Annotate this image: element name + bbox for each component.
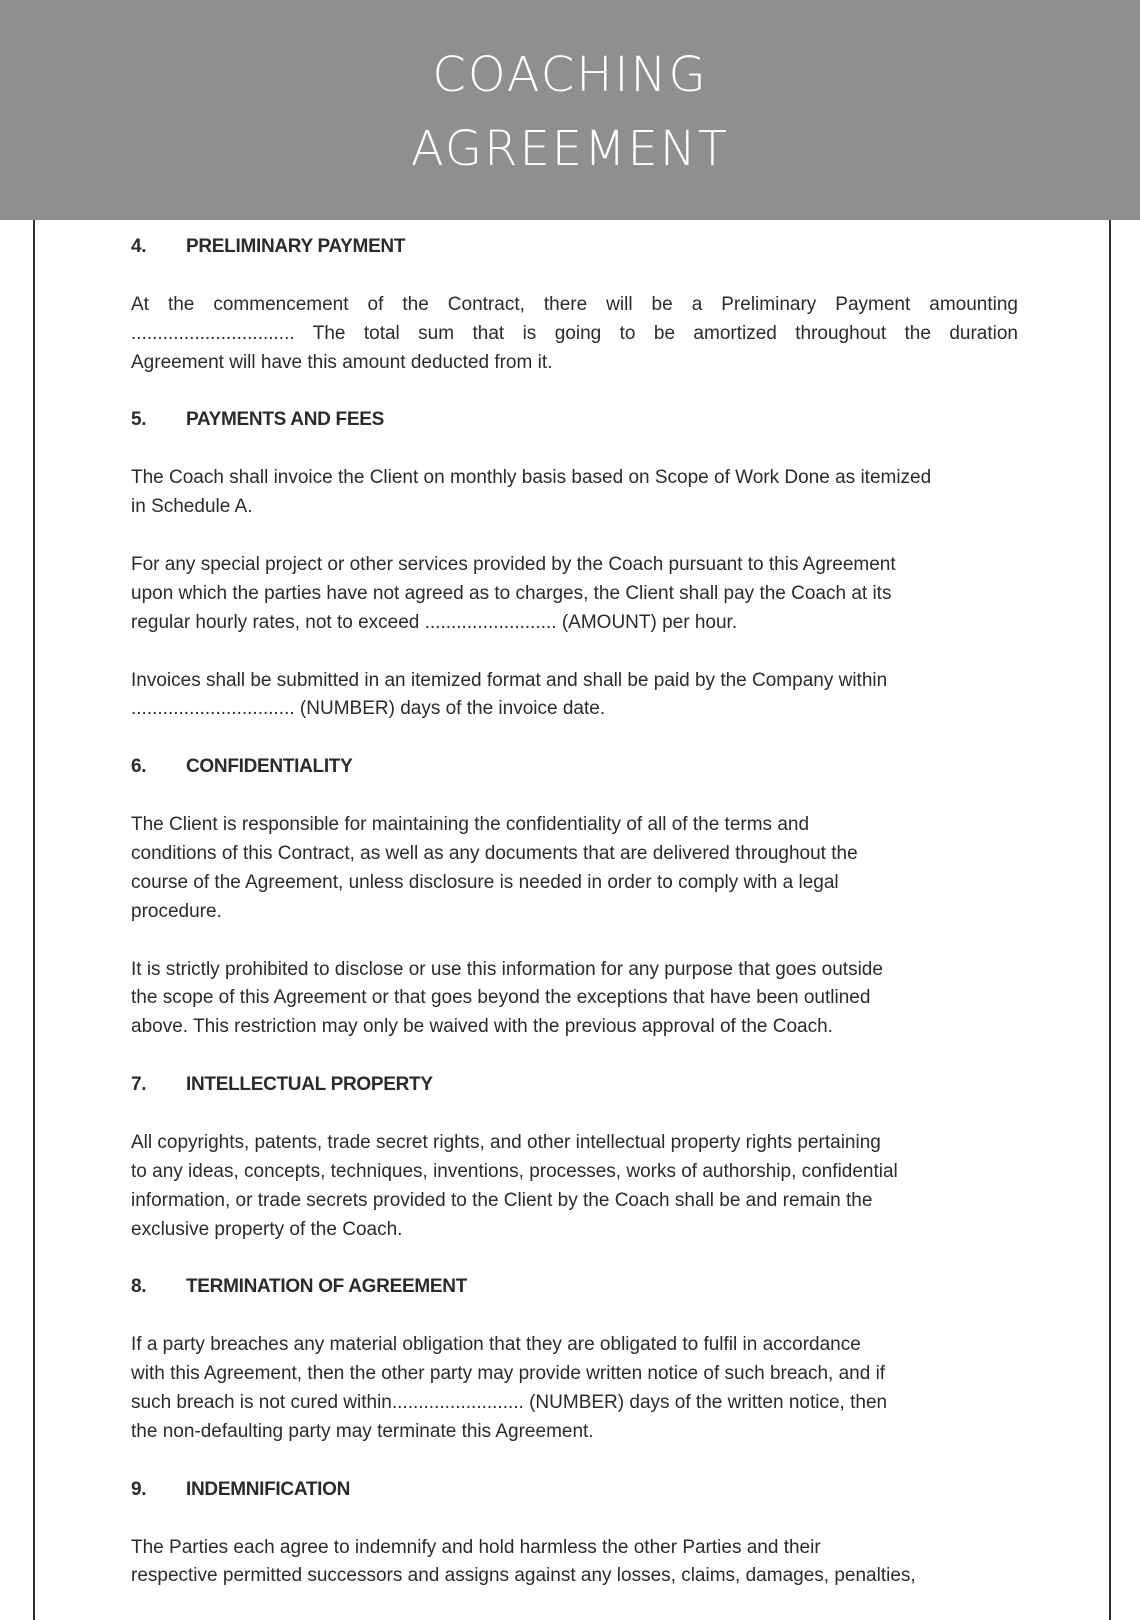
- text-line: The Coach shall invoice the Client on monthly basis based on Scope of Work Done as itemized: [131, 467, 932, 489]
- text-line: with this Agreement, then the other party may provide written notice of such breach, and if: [131, 1363, 886, 1385]
- title-line-2: AGREEMENT: [410, 121, 730, 177]
- section-heading: [131, 753, 1018, 782]
- paragraph: [131, 667, 1018, 725]
- text-line: regular hourly rates, not to exceed ......................... (AMOUNT) per hour.: [131, 611, 738, 633]
- text-line: course of the Agreement, unless disclosure is needed in order to comply with a legal: [131, 871, 839, 893]
- text-line: Agreement will have this amount deducted from it.: [131, 351, 553, 373]
- section-number: 4.: [131, 236, 147, 257]
- section-number: 7.: [131, 1074, 147, 1096]
- text-line: the scope of this Agreement or that goes beyond the exceptions that have been outlined: [131, 987, 871, 1009]
- text-line: such breach is not cured within......................... (NUMBER) days of the written notice, then: [131, 1392, 888, 1414]
- text-line: It is strictly prohibited to disclose or use this information for any purpose that goes outside: [131, 958, 883, 980]
- title-banner: [0, 0, 1140, 220]
- text-line: Invoices shall be submitted in an itemized format and shall be paid by the Company within: [131, 669, 888, 691]
- text-line: respective permitted successors and assigns against any losses, claims, damages, penalties,: [131, 1565, 916, 1587]
- section-title: PRELIMINARY PAYMENT: [186, 236, 406, 257]
- text-line: conditions of this Contract, as well as any documents that are delivered throughout the: [131, 842, 858, 864]
- text-line: All copyrights, patents, trade secret rights, and other intellectual property rights pertaining: [131, 1131, 881, 1153]
- text-line: The Parties each agree to indemnify and hold harmless the other Parties and their: [131, 1536, 821, 1558]
- text-line: For any special project or other services provided by the Coach pursuant to this Agreement: [131, 553, 896, 575]
- text-line: ............................... The total sum that is going to be amortized throughout the duration: [131, 322, 1018, 344]
- text-line: above. This restriction may only be waived with the previous approval of the Coach.: [131, 1016, 833, 1038]
- section-heading: [131, 406, 1018, 435]
- section-number: 8.: [131, 1276, 147, 1298]
- section-heading: [131, 233, 1018, 262]
- paragraph: [131, 956, 1018, 1043]
- section-number: 9.: [131, 1478, 147, 1500]
- section-title: PAYMENTS AND FEES: [186, 409, 384, 431]
- paragraph: [131, 1129, 1018, 1245]
- text-line: At the commencement of the Contract, there will be a Preliminary Payment amounting: [131, 293, 1018, 315]
- section-heading: [131, 1476, 1018, 1505]
- paragraph: [131, 551, 1018, 638]
- section-heading: [131, 1071, 1018, 1100]
- section-heading: [131, 1273, 1018, 1302]
- section-title: INDEMNIFICATION: [186, 1478, 351, 1500]
- document-body: [131, 233, 1018, 1620]
- paragraph: [131, 1331, 1018, 1447]
- section-number: 5.: [131, 409, 147, 431]
- text-line: If a party breaches any material obligation that they are obligated to fulfil in accordance: [131, 1334, 861, 1356]
- section-title: CONFIDENTIALITY: [186, 756, 353, 778]
- text-line: upon which the parties have not agreed as to charges, the Client shall pay the Coach at its: [131, 582, 892, 604]
- title-line-1: COACHING: [432, 47, 708, 103]
- text-line: in Schedule A.: [131, 496, 253, 518]
- paragraph: [131, 464, 1018, 522]
- paragraph: [131, 291, 1018, 378]
- text-line: exclusive property of the Coach.: [131, 1218, 403, 1240]
- text-line: ............................... (NUMBER) days of the invoice date.: [131, 698, 606, 720]
- section-title: TERMINATION OF AGREEMENT: [186, 1276, 467, 1298]
- section-title: INTELLECTUAL PROPERTY: [186, 1074, 433, 1096]
- text-line: The Client is responsible for maintaining the confidentiality of all of the terms and: [131, 814, 810, 836]
- paragraph: [131, 1534, 1018, 1592]
- text-line: procedure.: [131, 900, 222, 922]
- text-line: the non-defaulting party may terminate this Agreement.: [131, 1420, 594, 1442]
- section-number: 6.: [131, 756, 147, 778]
- paragraph: [131, 811, 1018, 927]
- text-line: to any ideas, concepts, techniques, inventions, processes, works of authorship, confidential: [131, 1160, 898, 1182]
- text-line: information, or trade secrets provided to the Client by the Coach shall be and remain the: [131, 1189, 873, 1211]
